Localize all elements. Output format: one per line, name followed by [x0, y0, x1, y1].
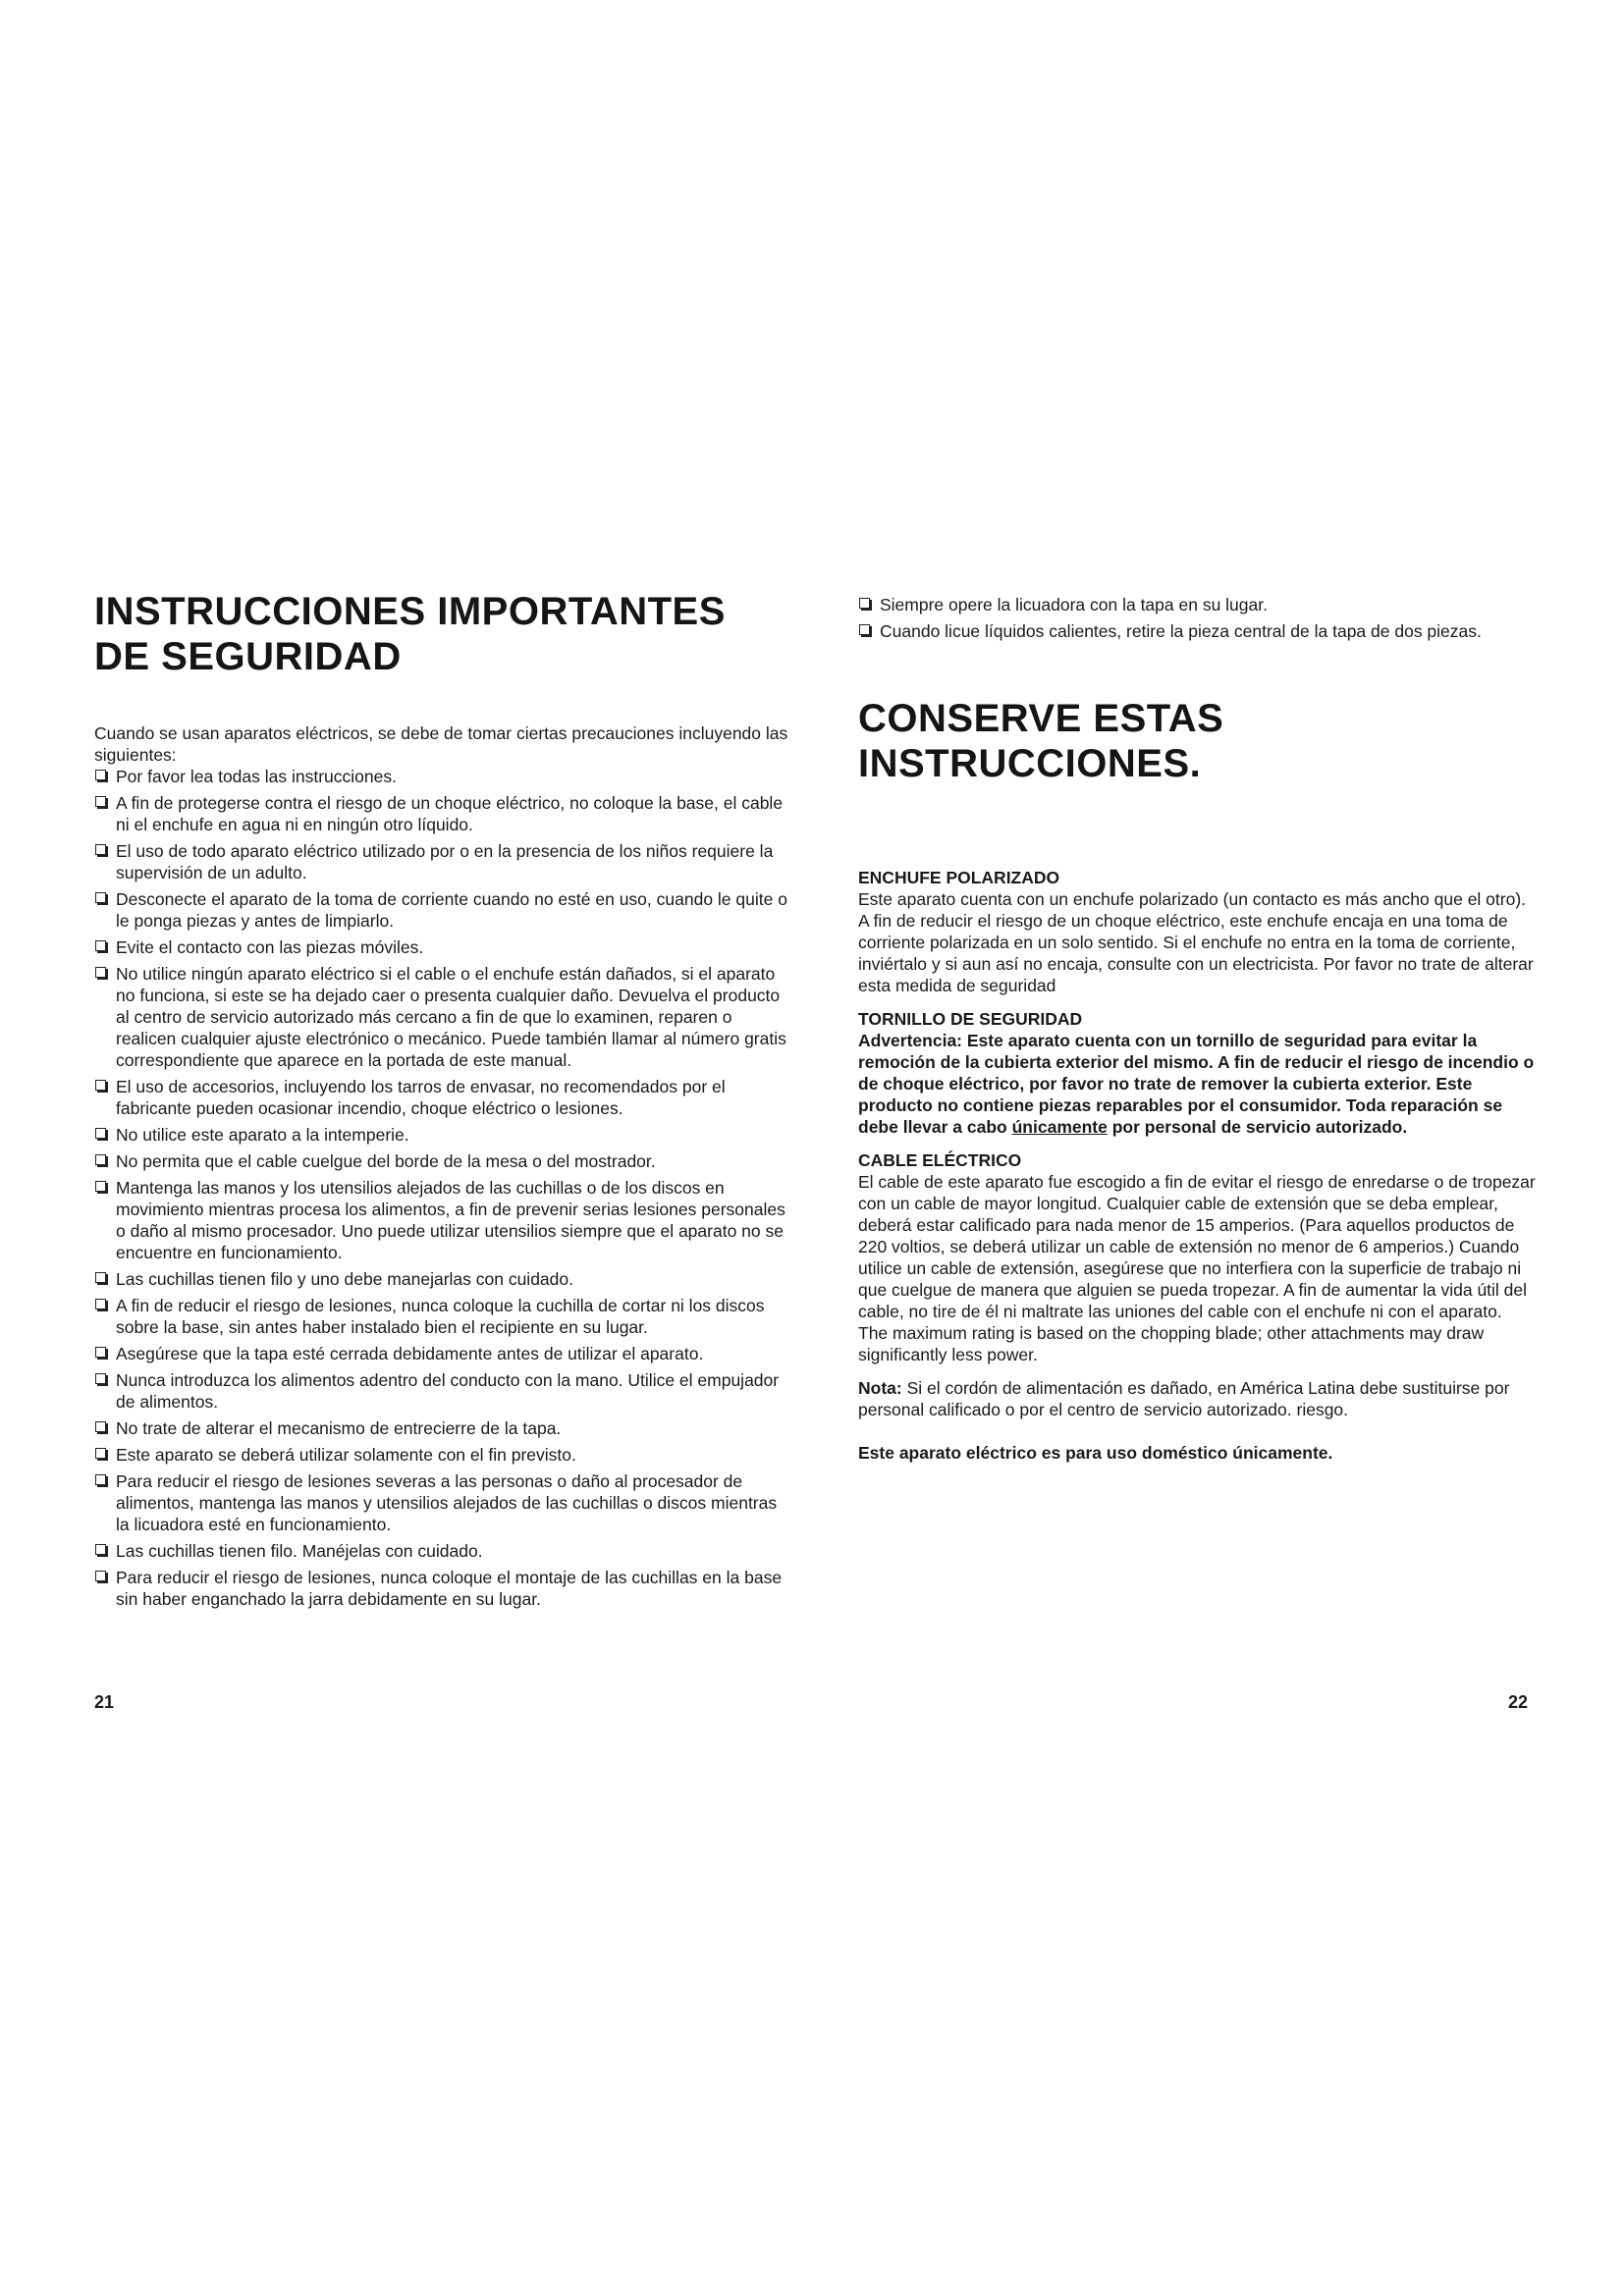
checkbox-icon: [95, 844, 106, 855]
safety-title: [94, 589, 793, 679]
electric-cord-heading: CABLE ELÉCTRICO: [858, 1150, 1022, 1170]
safety-title-line1: INSTRUCCIONES IMPORTANTES: [94, 590, 726, 633]
safety-title-line2: DE SEGURIDAD: [94, 635, 402, 678]
checklist-item: [94, 1150, 793, 1172]
left-page-column: [94, 589, 793, 1615]
checklist-item: [94, 1417, 793, 1439]
note-paragraph: [858, 1377, 1536, 1420]
checkbox-icon: [95, 796, 106, 807]
checkbox-icon: [95, 1299, 106, 1309]
checklist-item-text: Cuando licue líquidos calientes, retire la pieza central de la tapa de dos piezas.: [880, 621, 1482, 641]
keep-title-line1: CONSERVE ESTAS: [858, 697, 1224, 740]
electric-cord-text: El cable de este aparato fue escogido a fin de evitar el riesgo de enredarse o de tropezar con un cable de mayor longitud. Cualquier cable de extensión que se deba emplear, deberá estar calificado para nada menor de 15 amperios. (Para aquellos productos de 220 voltios, se deberá utilizar un cable de extensión no menor de 6 amperios.) Cuando utilice un cable de extensión, asegúrese que no interfiera con la superficie de trabajo ni que cuelgue de manera que alguien se pueda tropezar. A fin de aumentar la vida útil del cable, no tire de él ni maltrate las uniones del cable con el enchufe ni con el aparato. The maximum rating is based on the chopping blade; other attachments may draw significantly less power.: [858, 1172, 1536, 1364]
checkbox-icon: [95, 1080, 106, 1091]
safety-screw-text: [858, 1030, 1536, 1138]
checkbox-icon: [95, 967, 106, 978]
checklist-item-text: No permita que el cable cuelgue del borde de la mesa o del mostrador.: [116, 1151, 656, 1171]
checklist-item: [94, 1369, 793, 1413]
keep-instructions-title: [858, 696, 1536, 786]
right-page-column: [858, 594, 1536, 1464]
checklist-item: [94, 1540, 793, 1562]
checklist-item: [94, 1124, 793, 1146]
checklist-item: [94, 766, 793, 787]
checkbox-icon: [95, 1571, 106, 1581]
checkbox-icon: [95, 1474, 106, 1485]
household-use-text: Este aparato eléctrico es para uso doméstico únicamente.: [858, 1443, 1333, 1463]
checklist-item-text: Siempre opere la licuadora con la tapa en su lugar.: [880, 595, 1268, 614]
continued-safety-list: [858, 594, 1536, 642]
checkbox-icon: [859, 624, 870, 635]
checklist-item-text: Evite el contacto con las piezas móviles.: [116, 937, 424, 957]
checklist-item-text: Mantenga las manos y los utensilios alejados de las cuchillas o de los discos en movimiento mientras procesa los alimentos, a fin de prevenir serias lesiones personales o daño al mismo procesador. Uno puede utilizar utensilios siempre que el aparato no se encuentre en funcionamiento.: [116, 1178, 785, 1262]
checklist-item: [94, 1343, 793, 1364]
checkbox-icon: [95, 1347, 106, 1358]
keep-title-line2: INSTRUCCIONES.: [858, 742, 1202, 785]
checklist-item-text: Desconecte el aparato de la toma de corriente cuando no esté en uso, cuando le quite o le ponga piezas y antes de limpiarlo.: [116, 889, 787, 931]
polarized-plug-heading: ENCHUFE POLARIZADO: [858, 868, 1060, 887]
checkbox-icon: [95, 1544, 106, 1555]
page-number-left: 21: [94, 1692, 115, 1712]
checklist-item-text: El uso de todo aparato eléctrico utilizado por o en la presencia de los niños requiere la supervisión de un adulto.: [116, 841, 774, 882]
checkbox-icon: [95, 1128, 106, 1139]
checklist-item-text: El uso de accesorios, incluyendo los tarros de envasar, no recomendados por el fabricante pueden ocasionar incendio, choque eléctrico o lesiones.: [116, 1077, 726, 1118]
checklist-item: [94, 936, 793, 958]
safety-screw-text-b: por personal de servicio autorizado.: [1107, 1117, 1408, 1137]
checklist-item: [94, 1076, 793, 1119]
checklist-item-text: No trate de alterar el mecanismo de entrecierre de la tapa.: [116, 1418, 562, 1438]
checklist-item-text: Para reducir el riesgo de lesiones, nunca coloque el montaje de las cuchillas en la base sin haber enganchado la jarra debidamente en su lugar.: [116, 1568, 783, 1609]
safety-screw-text-underlined: únicamente: [1011, 1117, 1108, 1137]
safety-screw-text-a: Advertencia: Este aparato cuenta con un tornillo de seguridad para evitar la remoción de la cubierta exterior del mismo. A fin de reducir el riesgo de incendio o de choque eléctrico, por favor no trate de remover la cubierta exterior. Este producto no contiene piezas reparables por el consumidor. Toda reparación se debe llevar a cabo: [858, 1031, 1535, 1137]
checkbox-icon: [95, 1272, 106, 1283]
checklist-item-text: Asegúrese que la tapa esté cerrada debidamente antes de utilizar el aparato.: [116, 1344, 704, 1363]
checklist-item: [94, 1177, 793, 1263]
checklist-item-text: No utilice este aparato a la intemperie.: [116, 1125, 409, 1145]
checkbox-icon: [95, 1373, 106, 1384]
checkbox-icon: [95, 1154, 106, 1165]
checklist-item-text: Por favor lea todas las instrucciones.: [116, 767, 397, 786]
checklist-item: [94, 888, 793, 932]
checklist-item: [94, 1470, 793, 1535]
safety-list: [94, 766, 793, 1610]
checklist-item-text: Las cuchillas tienen filo y uno debe manejarlas con cuidado.: [116, 1269, 573, 1289]
note-label: Nota:: [858, 1378, 902, 1398]
checklist-item-text: Las cuchillas tienen filo. Manéjelas con cuidado.: [116, 1541, 483, 1561]
note-text: Si el cordón de alimentación es dañado, en América Latina debe sustituirse por personal calificado o por el centro de servicio autorizado. riesgo.: [858, 1378, 1510, 1419]
checklist-item: [94, 840, 793, 883]
checklist-item-text: A fin de protegerse contra el riesgo de un choque eléctrico, no coloque la base, el cable ni el enchufe en agua ni en ningún otro líquido.: [116, 793, 784, 834]
checklist-item: [94, 963, 793, 1071]
checkbox-icon: [95, 1421, 106, 1432]
checkbox-icon: [95, 892, 106, 903]
checklist-item: [94, 1444, 793, 1466]
checklist-item-text: Para reducir el riesgo de lesiones severas a las personas o daño al procesador de alimentos, mantenga las manos y utensilios alejados de las cuchillas o discos mientras la licuadora esté en funcionamiento.: [116, 1471, 778, 1534]
checklist-item-text: No utilice ningún aparato eléctrico si el cable o el enchufe están dañados, si el aparato no funciona, si este se ha dejado caer o presenta cualquier daño. Devuelva el producto al centro de servicio autorizado más cercano a fin de que lo examinen, reparen o realicen cualquier ajuste electrónico o mecánico. Puede también llamar al número gratis correspondiente que aparece en la portada de este manual.: [116, 964, 786, 1070]
checkbox-icon: [859, 598, 870, 609]
intro-text: Cuando se usan aparatos eléctricos, se debe de tomar ciertas precauciones incluyendo las siguientes:: [94, 723, 788, 765]
checklist-item-text: Nunca introduzca los alimentos adentro del conducto con la mano. Utilice el empujador de alimentos.: [116, 1370, 780, 1412]
checklist-item-text: Este aparato se deberá utilizar solamente con el fin previsto.: [116, 1445, 576, 1465]
checklist-item-text: A fin de reducir el riesgo de lesiones, nunca coloque la cuchilla de cortar ni los discos sobre la base, sin antes haber instalado bien el recipiente en su lugar.: [116, 1296, 765, 1337]
checkbox-icon: [95, 1448, 106, 1459]
page-number-right: 22: [1508, 1692, 1529, 1712]
checklist-item: [94, 1567, 793, 1610]
checkbox-icon: [95, 940, 106, 951]
checklist-item: [94, 1295, 793, 1338]
checklist-item: [858, 620, 1536, 642]
checklist-item: [858, 594, 1536, 615]
checklist-item: [94, 792, 793, 835]
checkbox-icon: [95, 770, 106, 780]
safety-screw-heading: TORNILLO DE SEGURIDAD: [858, 1009, 1083, 1029]
checkbox-icon: [95, 1181, 106, 1192]
polarized-plug-text: Este aparato cuenta con un enchufe polarizado (un contacto es más ancho que el otro). A fin de reducir el riesgo de un choque eléctrico, este enchufe encaja en una toma de corriente polarizada en un solo sentido. Si el enchufe no entra en la toma de corriente, inviértalo y si aun así no encaja, consulte con un electricista. Por favor no trate de alterar esta medida de seguridad: [858, 889, 1534, 995]
checklist-item: [94, 1268, 793, 1290]
